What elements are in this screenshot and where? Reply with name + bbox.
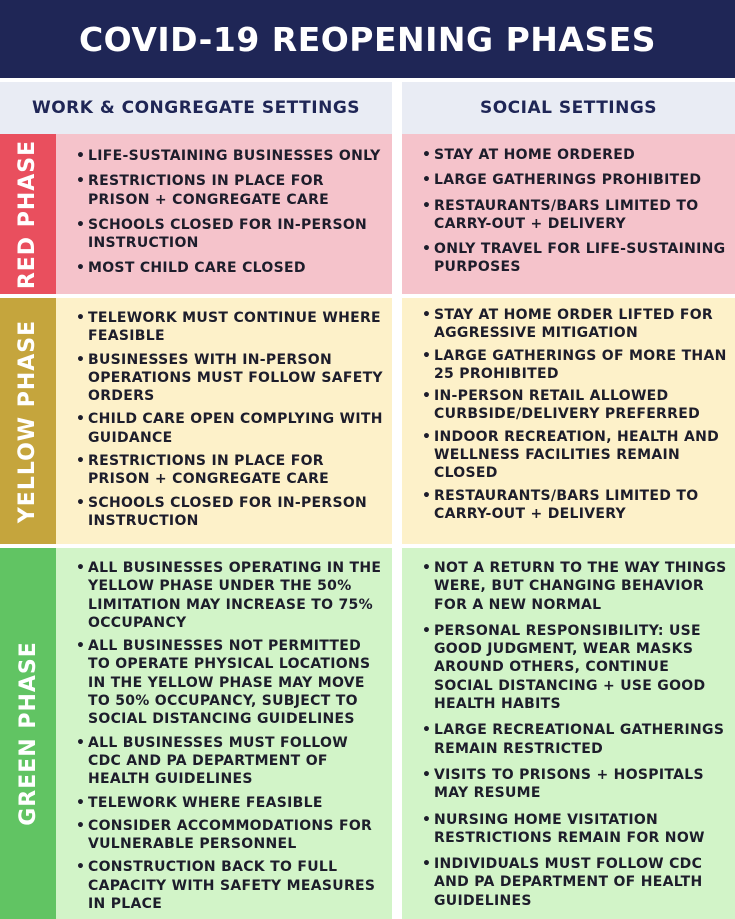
list-item: • SCHOOLS CLOSED FOR IN-PERSON INSTRUCTION bbox=[76, 494, 386, 531]
red-phase-social-cell bbox=[402, 134, 735, 294]
green-phase-social-list bbox=[422, 559, 729, 910]
list-item: • RESTRICTIONS IN PLACE FOR PRISON + CONGREGATE CARE bbox=[76, 172, 386, 209]
yellow-phase-work-list bbox=[76, 309, 386, 530]
list-item: • ALL BUSINESSES MUST FOLLOW CDC AND PA DEPARTMENT OF HEALTH GUIDELINES bbox=[76, 734, 386, 789]
list-item: • TELEWORK WHERE FEASIBLE bbox=[76, 794, 386, 812]
yellow-phase-social-cell bbox=[402, 298, 735, 544]
list-item: • LARGE GATHERINGS OF MORE THAN 25 PROHIBITED bbox=[422, 347, 729, 384]
column-header-work: WORK & CONGREGATE SETTINGS bbox=[0, 82, 392, 134]
list-item: • INDOOR RECREATION, HEALTH AND WELLNESS FACILITIES REMAIN CLOSED bbox=[422, 428, 729, 483]
yellow-phase-work-cell bbox=[56, 298, 392, 544]
red-phase-work-list bbox=[76, 147, 386, 278]
list-item: • CONSTRUCTION BACK TO FULL CAPACITY WITH SAFETY MEASURES IN PLACE bbox=[76, 858, 386, 913]
page-title: COVID-19 REOPENING PHASES bbox=[0, 0, 735, 78]
green-phase-label bbox=[0, 548, 56, 919]
list-item: • RESTRICTIONS IN PLACE FOR PRISON + CONGREGATE CARE bbox=[76, 452, 386, 489]
list-item: • STAY AT HOME ORDER LIFTED FOR AGGRESSIVE MITIGATION bbox=[422, 306, 729, 343]
list-item: • PERSONAL RESPONSIBILITY: USE GOOD JUDGMENT, WEAR MASKS AROUND OTHERS, CONTINUE SOCIAL DISTANCING + USE GOOD HEALTH HABITS bbox=[422, 622, 729, 713]
list-item: • VISITS TO PRISONS + HOSPITALS MAY RESUME bbox=[422, 766, 729, 803]
column-header-social: SOCIAL SETTINGS bbox=[402, 82, 735, 134]
green-phase-social-cell bbox=[402, 548, 735, 919]
red-phase-label bbox=[0, 134, 56, 294]
list-item: • NURSING HOME VISITATION RESTRICTIONS REMAIN FOR NOW bbox=[422, 811, 729, 848]
list-item: • ALL BUSINESSES NOT PERMITTED TO OPERATE PHYSICAL LOCATIONS IN THE YELLOW PHASE MAY MOVE TO 50% OCCUPANCY, SUBJECT TO SOCIAL DISTANCING GUIDELINES bbox=[76, 637, 386, 728]
list-item: • RESTAURANTS/BARS LIMITED TO CARRY-OUT + DELIVERY bbox=[422, 487, 729, 524]
list-item: • NOT A RETURN TO THE WAY THINGS WERE, BUT CHANGING BEHAVIOR FOR A NEW NORMAL bbox=[422, 559, 729, 614]
list-item: • ALL BUSINESSES OPERATING IN THE YELLOW PHASE UNDER THE 50% LIMITATION MAY INCREASE TO 75% OCCUPANCY bbox=[76, 559, 386, 632]
green-phase-label-text: GREEN PHASE bbox=[15, 641, 41, 826]
yellow-phase-social-list bbox=[422, 306, 729, 523]
list-item: • LARGE RECREATIONAL GATHERINGS REMAIN RESTRICTED bbox=[422, 721, 729, 758]
list-item: • BUSINESSES WITH IN-PERSON OPERATIONS MUST FOLLOW SAFETY ORDERS bbox=[76, 351, 386, 406]
red-phase-label-text: RED PHASE bbox=[15, 139, 41, 289]
list-item: • CONSIDER ACCOMMODATIONS FOR VULNERABLE PERSONNEL bbox=[76, 817, 386, 854]
list-item: • ONLY TRAVEL FOR LIFE-SUSTAINING PURPOSES bbox=[422, 240, 729, 277]
list-item: • SCHOOLS CLOSED FOR IN-PERSON INSTRUCTION bbox=[76, 216, 386, 253]
green-phase-work-cell bbox=[56, 548, 392, 919]
red-phase-work-cell bbox=[56, 134, 392, 294]
list-item: • RESTAURANTS/BARS LIMITED TO CARRY-OUT + DELIVERY bbox=[422, 197, 729, 234]
list-item: • INDIVIDUALS MUST FOLLOW CDC AND PA DEPARTMENT OF HEALTH GUIDELINES bbox=[422, 855, 729, 910]
list-item: • CHILD CARE OPEN COMPLYING WITH GUIDANCE bbox=[76, 410, 386, 447]
yellow-phase-label bbox=[0, 298, 56, 544]
list-item: • STAY AT HOME ORDERED bbox=[422, 146, 729, 164]
list-item: • TELEWORK MUST CONTINUE WHERE FEASIBLE bbox=[76, 309, 386, 346]
list-item: • IN-PERSON RETAIL ALLOWED CURBSIDE/DELIVERY PREFERRED bbox=[422, 387, 729, 424]
yellow-phase-label-text: YELLOW PHASE bbox=[15, 319, 41, 523]
green-phase-work-list bbox=[76, 559, 386, 913]
list-item: • MOST CHILD CARE CLOSED bbox=[76, 259, 386, 277]
red-phase-social-list bbox=[422, 146, 729, 277]
list-item: • LARGE GATHERINGS PROHIBITED bbox=[422, 171, 729, 189]
list-item: • LIFE-SUSTAINING BUSINESSES ONLY bbox=[76, 147, 386, 165]
